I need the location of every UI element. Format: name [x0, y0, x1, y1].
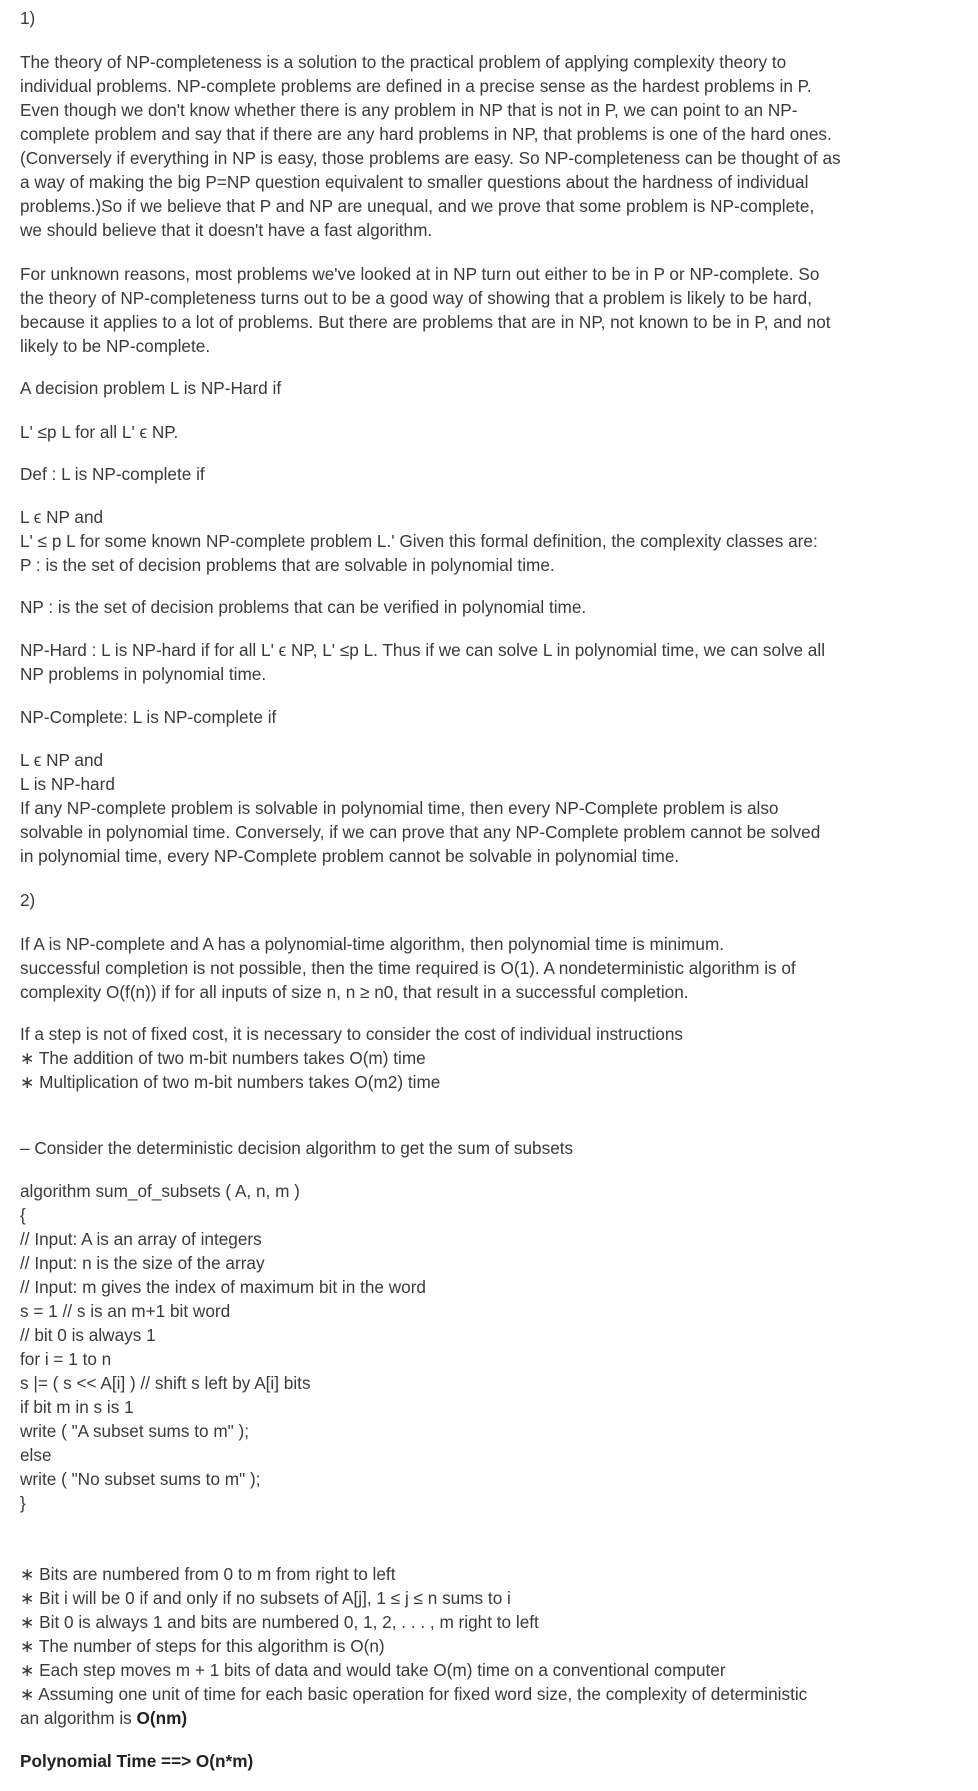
text-line: If a step is not of fixed cost, it is necessary to consider the cost of individual instructions — [20, 1024, 683, 1044]
code-line: s |= ( s << A[i] ) // shift s left by A[i] bits — [20, 1373, 311, 1393]
code-line: // bit 0 is always 1 — [20, 1325, 156, 1345]
code-line: { — [20, 1205, 26, 1225]
text-line: a way of making the big P=NP question equivalent to smaller questions about the hardness of individual — [20, 172, 809, 192]
text-line: complexity O(f(n)) if for all inputs of size n, n ≥ n0, that result in a successful completion. — [20, 982, 689, 1002]
np-hard-condition: L' ≤p L for all L' ϵ NP. — [20, 422, 179, 442]
list-item: ∗ Each step moves m + 1 bits of data and would take O(m) time on a conventional computer — [20, 1660, 726, 1680]
text-line: L ϵ NP and — [20, 750, 104, 770]
complexity-result: O(nm) — [136, 1708, 188, 1728]
list-item-continuation — [20, 1706, 942, 1730]
text-line: L ϵ NP and — [20, 507, 104, 527]
list-item: ∗ Bit i will be 0 if and only if no subsets of A[j], 1 ≤ j ≤ n sums to i — [20, 1588, 511, 1608]
text-line: L is NP-hard — [20, 774, 115, 794]
text-line: solvable in polynomial time. Conversely, if we can prove that any NP-Complete problem cannot be solved — [20, 822, 821, 842]
np-hard-definition — [20, 638, 942, 686]
text-line: successful completion is not possible, then the time required is O(1). A nondeterministic algorithm is of — [20, 958, 796, 978]
text-line: If any NP-complete problem is solvable in polynomial time, then every NP-Complete problem is also — [20, 798, 779, 818]
text-line: P : is the set of decision problems that are solvable in polynomial time. — [20, 555, 555, 575]
code-line: // Input: A is an array of integers — [20, 1229, 262, 1249]
step-cost-paragraph — [20, 1022, 942, 1094]
text-line: in polynomial time, every NP-Complete problem cannot be solvable in polynomial time. — [20, 846, 680, 866]
list-item: ∗ The addition of two m-bit numbers takes O(m) time — [20, 1048, 426, 1068]
code-line: if bit m in s is 1 — [20, 1397, 134, 1417]
text-line: we should believe that it doesn't have a fast algorithm. — [20, 220, 433, 240]
text-line: because it applies to a lot of problems. But there are problems that are in NP, not known to be in P, and not — [20, 312, 831, 332]
text-line: (Conversely if everything in NP is easy, those problems are easy. So NP-completeness can be thought of as — [20, 148, 841, 168]
code-line: write ( "A subset sums to m" ); — [20, 1421, 250, 1441]
np-complete-definition-intro: Def : L is NP-complete if — [20, 464, 205, 484]
analysis-bullets — [20, 1562, 942, 1730]
np-complete-block — [20, 748, 942, 868]
code-line: write ( "No subset sums to m" ); — [20, 1469, 261, 1489]
complexity-paragraph — [20, 932, 942, 1004]
text-line: The theory of NP-completeness is a solution to the practical problem of applying complexity theory to — [20, 52, 787, 72]
code-line: else — [20, 1445, 52, 1465]
np-complete-definition-block — [20, 505, 942, 577]
list-item: ∗ Bit 0 is always 1 and bits are numbered 0, 1, 2, . . . , m right to left — [20, 1612, 539, 1632]
np-hard-intro: A decision problem L is NP-Hard if — [20, 378, 282, 398]
code-line: } — [20, 1493, 26, 1513]
algorithm-listing — [20, 1179, 942, 1515]
code-line: s = 1 // s is an m+1 bit word — [20, 1301, 231, 1321]
text-line: L' ≤ p L for some known NP-complete problem L.' Given this formal definition, the complexity classes are: — [20, 531, 818, 551]
intro-paragraph — [20, 50, 942, 242]
np-definition: NP : is the set of decision problems that can be verified in polynomial time. — [20, 597, 587, 617]
code-line: // Input: n is the size of the array — [20, 1253, 265, 1273]
section-2-label: 2) — [20, 890, 36, 910]
list-item: ∗ Multiplication of two m-bit numbers takes O(m2) time — [20, 1072, 441, 1092]
continuation-text: an algorithm is — [20, 1708, 137, 1728]
text-line: NP-Hard : L is NP-hard if for all L' ϵ NP, L' ≤p L. Thus if we can solve L in polynomial time, we can solve all — [20, 640, 826, 660]
text-line: likely to be NP-complete. — [20, 336, 211, 356]
np-complete-intro: NP-Complete: L is NP-complete if — [20, 707, 277, 727]
text-line: problems.)So if we believe that P and NP are unequal, and we prove that some problem is NP-complete, — [20, 196, 815, 216]
text-line: NP problems in polynomial time. — [20, 664, 267, 684]
np-classes-paragraph — [20, 262, 942, 358]
list-item: ∗ Bits are numbered from 0 to m from right to left — [20, 1564, 396, 1584]
text-line: Even though we don't know whether there is any problem in NP that is not in P, we can point to an NP- — [20, 100, 798, 120]
text-line: the theory of NP-completeness turns out to be a good way of showing that a problem is likely to be hard, — [20, 288, 813, 308]
text-line: complete problem and say that if there are any hard problems in NP, that problems is one of the hard ones. — [20, 124, 832, 144]
section-1-label: 1) — [20, 8, 36, 28]
text-line: For unknown reasons, most problems we've looked at in NP turn out either to be in P or NP-complete. So — [20, 264, 820, 284]
list-item: ∗ The number of steps for this algorithm is O(n) — [20, 1636, 385, 1656]
consider-algorithm-text: – Consider the deterministic decision algorithm to get the sum of subsets — [20, 1138, 574, 1158]
code-line: // Input: m gives the index of maximum bit in the word — [20, 1277, 426, 1297]
text-line: individual problems. NP-complete problems are defined in a precise sense as the hardest problems in P. — [20, 76, 812, 96]
code-line: algorithm sum_of_subsets ( A, n, m ) — [20, 1181, 300, 1201]
list-item: ∗ Assuming one unit of time for each basic operation for fixed word size, the complexity of deterministic — [20, 1684, 808, 1704]
text-line: If A is NP-complete and A has a polynomial-time algorithm, then polynomial time is minimum. — [20, 934, 725, 954]
final-polynomial-time: Polynomial Time ==> O(n*m) — [20, 1751, 254, 1771]
code-line: for i = 1 to n — [20, 1349, 112, 1369]
